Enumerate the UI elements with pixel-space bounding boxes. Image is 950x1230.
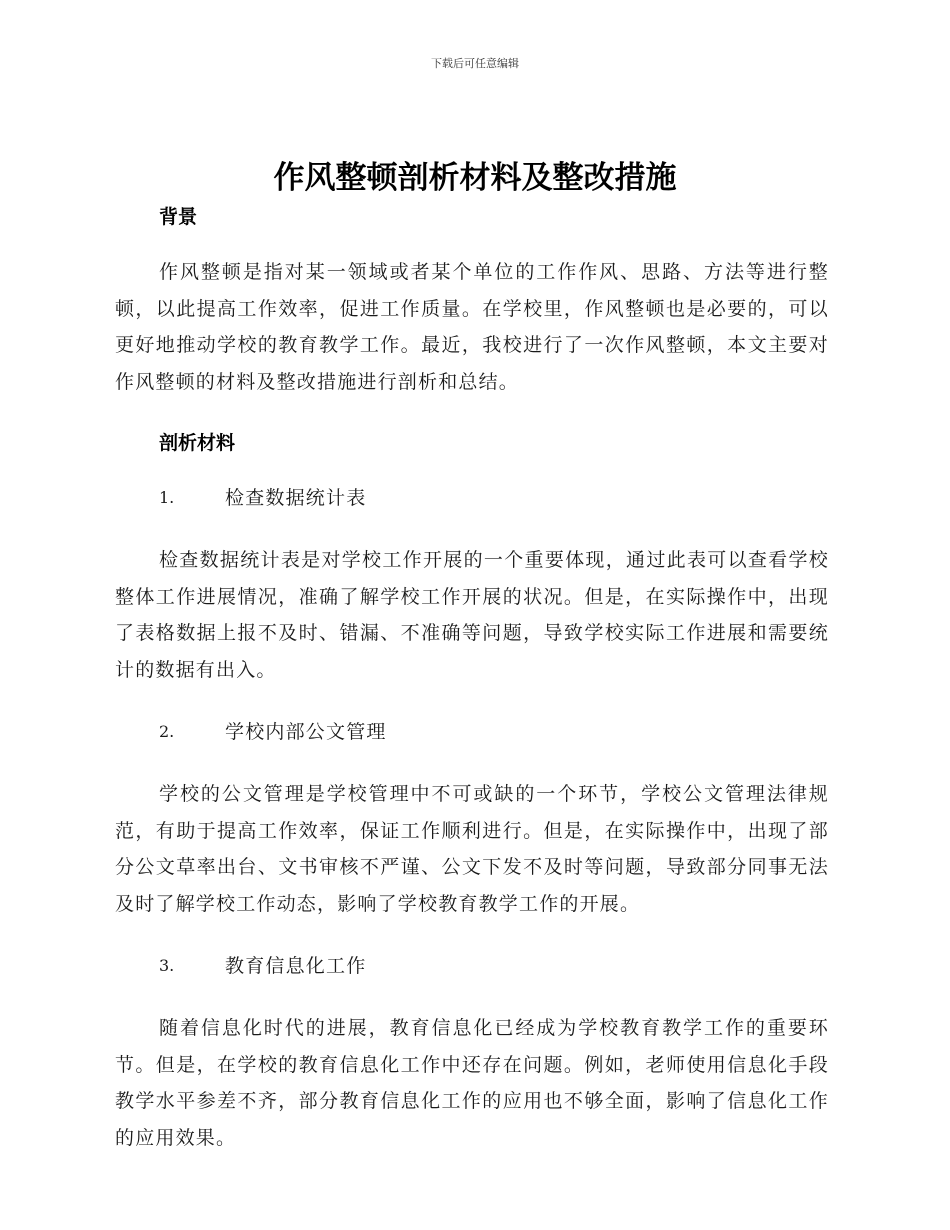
list-item-title: 教育信息化工作 — [225, 955, 367, 977]
list-item-heading-2 — [115, 714, 829, 750]
list-item-title: 学校内部公文管理 — [225, 721, 387, 743]
paragraph-item-1: 检查数据统计表是对学校工作开展的一个重要体现，通过此表可以查看学校整体工作进展情况，准确了解学校工作开展的状况。但是，在实际操作中，出现了表格数据上报不及时、错漏、不准确等问题，导致学校实际工作进展和需要统计的数据有出入。 — [115, 549, 829, 681]
list-item-title: 检查数据统计表 — [225, 487, 367, 509]
section-heading-analysis: 剖析材料 — [159, 432, 236, 454]
page-title: 作风整顿剖析材料及整改措施 — [273, 160, 677, 196]
list-item-heading-1 — [115, 480, 829, 516]
paragraph-background: 作风整顿是指对某一领域或者某个单位的工作作风、思路、方法等进行整顿，以此提高工作效率，促进工作质量。在学校里，作风整顿也是必要的，可以更好地推动学校的教育教学工作。最近，我校进行了一次作风整顿，本文主要对作风整顿的材料及整改措施进行剖析和总结。 — [115, 261, 829, 393]
list-item-heading-3 — [115, 948, 829, 984]
list-item-number: 2. — [159, 722, 175, 741]
paragraph-item-2: 学校的公文管理是学校管理中不可或缺的一个环节，学校公文管理法律规范，有助于提高工作效率，保证工作顺利进行。但是，在实际操作中，出现了部分公文草率出台、文书审核不严谨、公文下发不及时等问题，导致部分同事无法及时了解学校工作动态，影响了学校教育教学工作的开展。 — [115, 783, 829, 915]
section-heading-background: 背景 — [159, 206, 198, 228]
list-item-number: 1. — [159, 488, 175, 507]
paragraph-item-3: 随着信息化时代的进展，教育信息化已经成为学校教育教学工作的重要环节。但是，在学校的教育信息化工作中还存在问题。例如，老师使用信息化手段教学水平参差不齐，部分教育信息化工作的应用也不够全面，影响了信息化工作的应用效果。 — [115, 1017, 829, 1149]
list-item-number: 3. — [159, 956, 175, 975]
document-body — [115, 200, 829, 1156]
page-header-note: 下载后可任意编辑 — [431, 57, 519, 70]
